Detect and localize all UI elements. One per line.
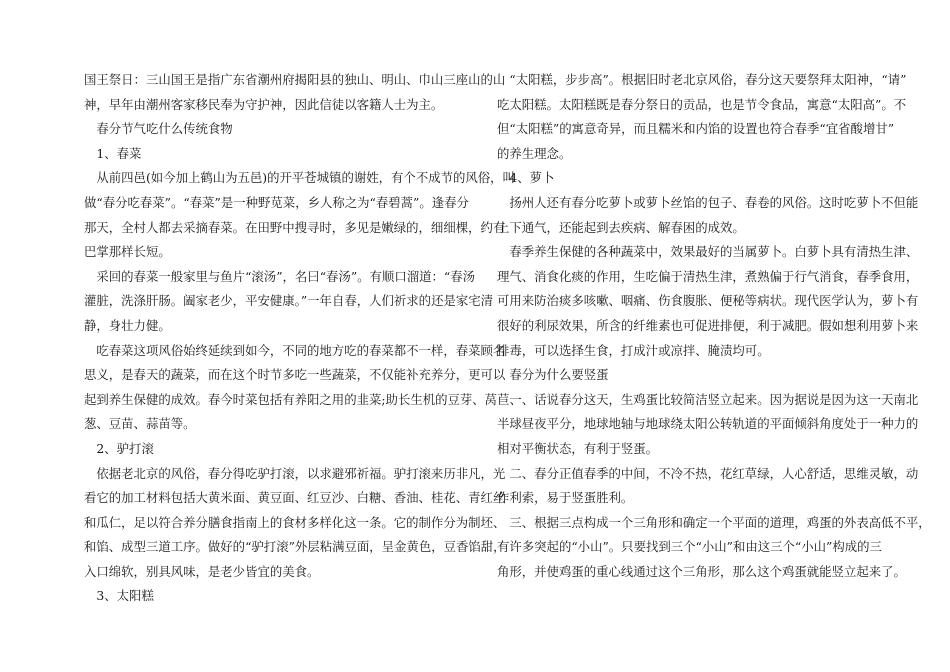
section-heading [497, 363, 871, 388]
text-line: 春分节气吃什么传统食物 [96, 121, 233, 137]
text-line: 有许多突起的“小山”。只要找到三个“小山”和由这三个“小山”构成的三 [497, 539, 882, 555]
text-line: 看它的加工材料包括大黄米面、黄豆面、红豆沙、白糖、香油、桂花、青红丝 [84, 490, 506, 506]
text-line: 排毒，可以选择生食，打成汁或凉拌、腌渍均可。 [497, 342, 770, 358]
paragraph [497, 68, 907, 166]
text-line: 半球昼夜平分，地球地轴与地球绕太阳公转轨道的平面倾斜角度处于一种力的 [497, 416, 919, 432]
section-heading [84, 142, 472, 167]
text-line: 二、春分正值春季的中间，不冷不热，花红草绿，人心舒适，思维灵敏，动 [509, 465, 919, 481]
paragraph [84, 462, 506, 585]
text-line: 采回的春菜一般家里与鱼片“滚汤”，名曰“春汤”。有顺口溜道：“春汤 [96, 268, 476, 284]
text-line: 相对平衡状态，有利于竖蛋。 [497, 440, 659, 456]
text-line: 角形，并使鸡蛋的重心线通过这个三角形，那么这个鸡蛋就能竖立起来了。 [497, 563, 906, 579]
text-line: 国王祭日：三山国王是指广东省潮州府揭阳县的独山、明山、巾山三座山的山 [84, 72, 506, 87]
paragraph [497, 511, 931, 585]
text-line: 从前四邑(如今加上鹤山为五邑)的开平苍城镇的谢姓，有个不成节的风俗，叫 [96, 170, 515, 186]
text-line: 1、春菜 [96, 145, 142, 161]
text-line: 和馅、成型三道工序。做好的“驴打滚”外层粘满豆面，呈金黄色，豆香馅甜， [84, 539, 506, 555]
text-line: 作利索，易于竖蛋胜利。 [497, 490, 634, 506]
text-line: “太阳糕，步步高”。根据旧时老北京风俗，春分这天要祭拜太阳神，“请” [509, 72, 907, 87]
right-column [497, 68, 931, 584]
text-line: 做“春分吃春菜”。“春菜”是一种野苋菜，乡人称之为“春碧蒿”。逢春分 [84, 194, 469, 210]
text-line: 的养生理念。 [497, 145, 572, 161]
text-line: 春季养生保健的各种蔬菜中，效果最好的当属萝卜。白萝卜具有清热生津、 [509, 244, 919, 260]
text-line: 静，身壮力健。 [84, 317, 171, 333]
paragraph [84, 68, 506, 117]
paragraph [497, 462, 919, 511]
text-line: 吃春菜这项风俗始终延续到如今，不同的地方吃的春菜都不一样，春菜顾名 [96, 342, 506, 358]
paragraph [84, 166, 515, 264]
text-line: 春分为什么要竖蛋 [509, 367, 609, 383]
text-line: 很好的利尿效果，所含的纤维素也可促进排便，利于减肥。假如想利用萝卜来 [497, 317, 919, 333]
paragraph [497, 388, 919, 462]
text-line: 理气、消食化痰的作用，生吃偏于清热生津，煮熟偏于行气消食，春季食用， [497, 268, 919, 284]
text-line: 2、驴打滚 [96, 440, 154, 456]
paragraph [497, 191, 919, 240]
text-line: 巴掌那样长短。 [84, 244, 171, 260]
text-line: 那天，全村人都去采摘春菜。在田野中搜寻时，多见是嫩绿的，细细棵，约有 [84, 219, 506, 235]
paragraph [497, 240, 919, 363]
paragraph [84, 339, 522, 437]
text-line: 一、话说春分这天，生鸡蛋比较简洁竖立起来。因为据说是因为这一天南北 [509, 391, 919, 407]
text-line: 三、根据三点构成一个三角形和确定一个平面的道理，鸡蛋的外表高低不平， [509, 514, 931, 530]
text-line: 神，早年由潮州客家移民奉为守护神，因此信徒以客籍人士为主。 [84, 96, 444, 112]
text-line: 葱、豆苗、蒜苗等。 [84, 416, 196, 432]
text-line: 和瓜仁，足以符合养分膳食指南上的食材多样化这一条。它的制作分为制坯、 [84, 514, 506, 530]
text-line: 但“太阳糕”的寓意奇异，而且糯米和内馅的设置也符合春季“宜省酸增甘” [497, 121, 895, 137]
text-line: 吃太阳糕。太阳糕既是春分祭日的贡品，也是节令食品，寓意“太阳高”。不 [497, 96, 907, 112]
text-line: 入口绵软，别具风味，是老少皆宜的美食。 [84, 563, 320, 579]
section-heading [84, 437, 472, 462]
left-column [84, 68, 522, 609]
text-line: 思义，是春天的蔬菜，而在这个时节多吃一些蔬菜，不仅能补充养分，更可以 [84, 367, 506, 383]
text-line: 上下通气，还能起到去疾病、解春困的成效。 [497, 219, 745, 235]
text-line: 3、太阳糕 [96, 588, 154, 604]
text-line: 依据老北京的风俗，春分得吃驴打滚，以求避邪祈福。驴打滚来历非凡，光 [96, 465, 506, 481]
text-line: 扬州人还有春分吃萝卜或萝卜丝馅的包子、春卷的风俗。这时吃萝卜不但能 [509, 194, 919, 210]
section-heading [84, 117, 472, 142]
paragraph [84, 265, 494, 339]
text-line: 可用来防治痰多咳嗽、咽痛、伤食腹胀、便秘等病状。现代医学认为，萝卜有 [497, 293, 919, 309]
section-heading [84, 584, 472, 609]
text-line: 灌脏，洗涤肝肠。阖家老少，平安健康。”一年自春，人们祈求的还是家宅清 [84, 293, 494, 309]
text-line: 4、萝卜 [509, 170, 555, 186]
section-heading [497, 166, 871, 191]
text-line: 起到养生保健的成效。春今时菜包括有养阳之用的韭菜;助长生机的豆芽、莴苣、 [84, 391, 522, 407]
